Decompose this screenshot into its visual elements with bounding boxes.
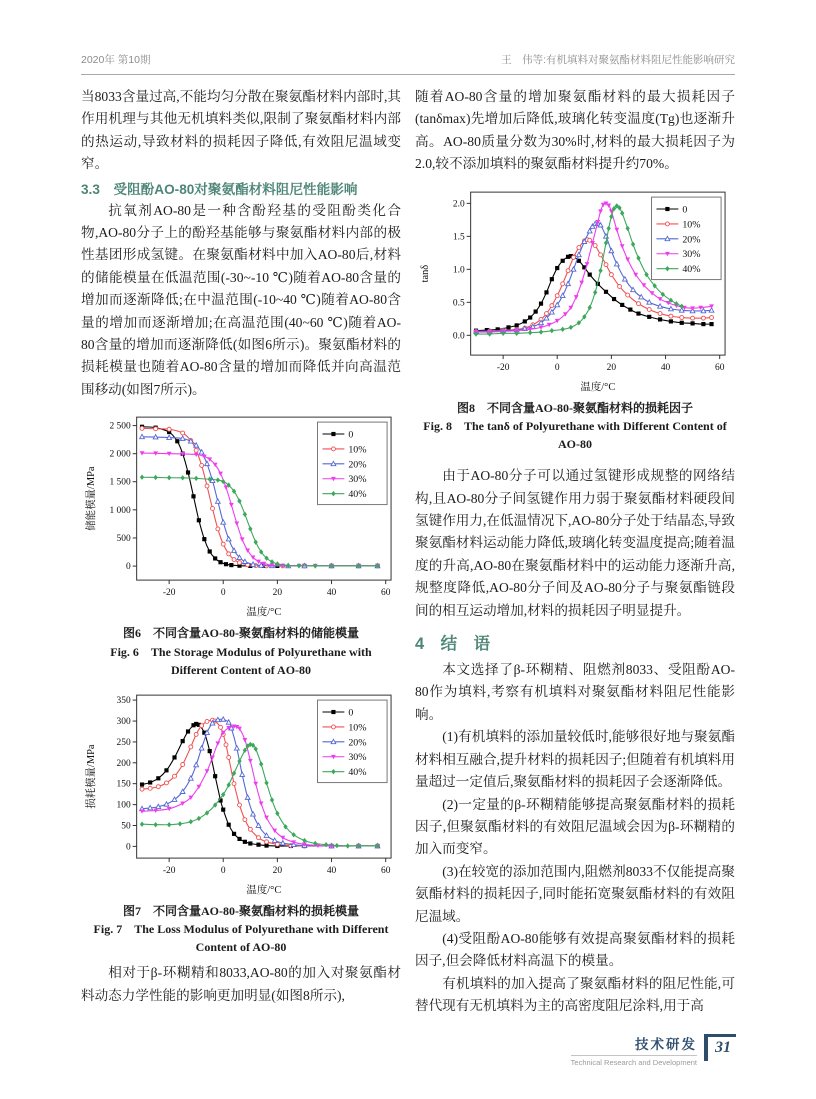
svg-text:500: 500 (116, 534, 131, 545)
fig7-caption-cn: 图7 不同含量AO-80-聚氨酯材料的损耗模量 (123, 903, 359, 918)
svg-text:温度/°C: 温度/°C (246, 884, 282, 896)
fig8-caption-en-line1: Fig. 8 The tanδ of Polyurethane with Different Content of (423, 419, 727, 434)
header-rule (81, 74, 735, 75)
svg-text:0.5: 0.5 (452, 297, 465, 308)
svg-text:-20: -20 (162, 588, 176, 599)
running-title: 王 伟等:有机填料对聚氨酯材料阻尼性能影响研究 (501, 54, 735, 66)
svg-text:60: 60 (380, 588, 391, 599)
svg-text:20%: 20% (348, 737, 367, 749)
svg-text:40: 40 (660, 362, 671, 373)
svg-text:300: 300 (116, 716, 131, 727)
svg-text:30%: 30% (348, 752, 367, 764)
right-column (415, 86, 735, 1018)
svg-text:10%: 10% (682, 219, 701, 231)
paragraph-relative: 相对于β-环糊精和8033,AO-80的加入对聚氨酯材料动态力学性能的影响更加明显(如图8所示), (81, 965, 401, 1003)
paragraph-8033: 当8033含量过高,不能均匀分散在聚氨酯材料内部时,其作用机理与其他无机填料类似,限制了聚氨酯材料内部的热运动,导致材料的损耗因子降低,有效阻尼温域变窄。 (81, 89, 401, 172)
page-footer (571, 1033, 736, 1067)
footer-section-cn: 技术研发 (635, 1037, 697, 1052)
section-heading-3-3: 3.3 受阻酚AO-80对聚氨酯材料阻尼性能影响 (81, 181, 358, 197)
svg-text:20: 20 (272, 865, 283, 876)
svg-text:0: 0 (554, 362, 560, 373)
footer-section-en: Technical Research and Development (571, 1055, 697, 1067)
page-header (81, 52, 735, 67)
svg-text:40%: 40% (348, 489, 367, 501)
svg-text:40: 40 (326, 588, 337, 599)
svg-text:tanδ: tanδ (419, 264, 431, 283)
fig8-caption-en (415, 417, 735, 453)
svg-text:250: 250 (116, 737, 131, 748)
conclusion-item-3: (3)在较宽的添加范围内,阻燃剂8033不仅能提高聚氨酯材料的损耗因子,同时能拓宽聚氨酯材料的有效阻尼温域。 (415, 863, 735, 924)
svg-text:60: 60 (714, 362, 725, 373)
svg-text:温度/°C: 温度/°C (580, 381, 616, 393)
figure-6 (81, 409, 401, 679)
svg-text:30%: 30% (348, 474, 367, 486)
page-number: 31 (715, 1039, 731, 1056)
svg-text:0: 0 (348, 707, 354, 719)
svg-text:350: 350 (116, 695, 131, 706)
svg-text:2.0: 2.0 (452, 198, 465, 209)
svg-text:2 500: 2 500 (109, 421, 131, 432)
svg-text:储能模量/MPa: 储能模量/MPa (85, 466, 97, 532)
fig6-caption-en-line2: Different Content of AO-80 (170, 662, 312, 677)
fig6-caption-cn: 图6 不同含量AO-80-聚氨酯材料的储能模量 (123, 626, 359, 641)
figure-7 (81, 687, 401, 957)
svg-text:20: 20 (272, 588, 283, 599)
paragraph-tandelta: 随着AO-80含量的增加聚氨酯材料的最大损耗因子(tanδmax)先增加后降低,玻璃化转变温度(Tg)也逐渐升高。AO-80质量分数为30%时,材料的最大损耗因子为2.0,较不添加填料的聚氨酯材料提升约70%。 (415, 89, 735, 172)
fig8-caption-cn: 图8 不同含量AO-80-聚氨酯材料的损耗因子 (457, 400, 693, 415)
svg-text:0: 0 (348, 429, 354, 441)
conclusion-item-1: (1)有机填料的添加量较低时,能够很好地与聚氨酯材料相互融合,提升材料的损耗因子;但随着有机填料用量超过一定值后,聚氨酯材料的损耗因子会逐渐降低。 (415, 729, 735, 790)
svg-text:20%: 20% (348, 459, 367, 471)
svg-text:2 000: 2 000 (109, 449, 131, 460)
svg-text:10%: 10% (348, 444, 367, 456)
fig6-caption-en (81, 643, 401, 679)
journal-issue: 2020年 第10期 (81, 54, 151, 66)
svg-text:150: 150 (116, 779, 131, 790)
svg-text:1 500: 1 500 (109, 477, 131, 488)
left-column (81, 86, 401, 1018)
paragraph-closing: 有机填料的加入提高了聚氨酯材料的阻尼性能,可替代现有无机填料为主的高密度阻尼涂料,用于高 (415, 975, 735, 1014)
svg-text:0.0: 0.0 (452, 330, 465, 341)
svg-text:损耗模量/MPa: 损耗模量/MPa (85, 744, 97, 809)
svg-text:0: 0 (220, 865, 226, 876)
svg-text:-20: -20 (496, 362, 510, 373)
fig6-storage-modulus-chart (81, 409, 401, 624)
svg-text:20: 20 (606, 362, 617, 373)
fig8-tandelta-chart (415, 184, 735, 399)
svg-text:40: 40 (326, 865, 337, 876)
svg-text:20%: 20% (682, 233, 701, 245)
svg-text:温度/°C: 温度/°C (246, 607, 282, 619)
conclusion-item-2: (2)一定量的β-环糊精能够提高聚氨酯材料的损耗因子,但聚氨酯材料的有效阻尼温域会因为β-环糊精的加入而变窄。 (415, 796, 735, 857)
section-heading-4: 4 结 语 (415, 635, 491, 654)
figure-8 (415, 184, 735, 454)
paragraph-summary: 本文选择了β-环糊精、阻燃剂8033、受阻酚AO-80作为填料,考察有机填料对聚氨酯材料阻尼性能影响。 (415, 662, 735, 722)
paragraph-hydrogen-bond: 由于AO-80分子可以通过氢键形成规整的网络结构,且AO-80分子间氢键作用力弱于聚氨酯材料硬段间氢键作用力,在低温情况下,AO-80分子处于结晶态,导致聚氨酯材料运动能力降低,玻璃化转变温度提高;随着温度的升高,AO-80在聚氨酯材料中的运动能力逐渐升高,规整度降低,AO-80分子间及AO-80分子与聚氨酯链段间的相互运动增加,材料的损耗因子明显提升。 (415, 468, 735, 618)
fig8-caption-en-line2: AO-80 (558, 437, 592, 452)
svg-text:10%: 10% (348, 722, 367, 734)
svg-text:-20: -20 (162, 865, 176, 876)
conclusion-item-4: (4)受阻酚AO-80能够有效提高聚氨酯材料的损耗因子,但会降低材料高温下的模量。 (415, 930, 735, 969)
fig7-loss-modulus-chart (81, 687, 401, 902)
svg-text:40%: 40% (348, 766, 367, 778)
svg-text:200: 200 (116, 758, 131, 769)
fig7-caption-en-line2: Content of AO-80 (195, 940, 287, 955)
svg-text:50: 50 (121, 821, 131, 832)
svg-text:60: 60 (380, 865, 391, 876)
svg-text:0: 0 (682, 204, 688, 216)
fig7-caption-en-line1: Fig. 7 The Loss Modulus of Polyurethane with Different (93, 922, 389, 937)
svg-text:0: 0 (125, 562, 131, 573)
svg-text:0: 0 (220, 588, 226, 599)
paragraph-ao80-intro: 抗氧剂AO-80是一种含酚羟基的受阻酚类化合物,AO-80分子上的酚羟基能够与聚氨酯材料内部的极性基团形成氢键。在聚氨酯材料中加入AO-80后,材料的储能模量在低温范围(-30~-10 ℃)随着AO-80含量的增加而逐渐降低;在中温范围(-10~40 ℃)随着AO-80含量的增加而逐渐增加;在高温范围(40~60 ℃)随着AO-80含量的增加而逐渐降低(如图6所示)。聚氨酯材料的损耗模量也随着AO-80含量的增加而降低并向高温范围移动(如图7所示)。 (81, 202, 401, 397)
svg-text:1.5: 1.5 (452, 231, 465, 242)
fig7-caption-en (81, 920, 401, 956)
svg-text:0: 0 (125, 842, 131, 853)
page-number-box (704, 1034, 736, 1061)
svg-text:100: 100 (116, 800, 131, 811)
footer-section (571, 1033, 697, 1067)
svg-text:40%: 40% (682, 263, 701, 275)
two-column-body (81, 86, 735, 1018)
svg-text:1.0: 1.0 (452, 264, 465, 275)
svg-text:1 000: 1 000 (109, 506, 131, 517)
svg-text:30%: 30% (682, 248, 701, 260)
fig6-caption-en-line1: Fig. 6 The Storage Modulus of Polyurethane with (110, 644, 372, 659)
